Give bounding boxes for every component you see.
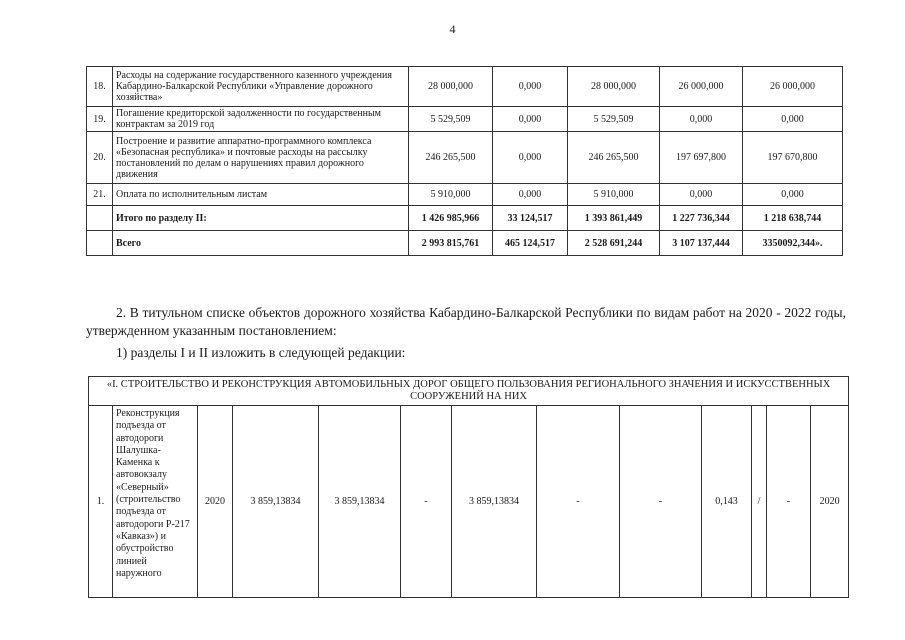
cell-value-4: 197 697,800 — [660, 132, 743, 184]
title-list-table — [88, 376, 849, 598]
cell-length: 0,143 — [702, 406, 752, 598]
row-year: 2020 — [198, 406, 233, 598]
row-number: 19. — [87, 107, 113, 132]
total-row — [87, 206, 843, 231]
cell-value-4: 0,000 — [660, 184, 743, 206]
cell-value-1: 5 529,509 — [409, 107, 493, 132]
row-description: Итого по разделу II: — [113, 206, 409, 231]
row-number: 1. — [89, 406, 113, 598]
cell-value-4: 1 227 736,344 — [660, 206, 743, 231]
row-number: 21. — [87, 184, 113, 206]
cell-value-5: 26 000,000 — [743, 67, 843, 107]
cell-slash: / — [752, 406, 767, 598]
paragraph-amendment: 2. В титульном списке объектов дорожного хозяйства Кабардино-Балкарской Республики по видам работ на 2020 - 2022 годы, утвержденном указанным постановлением: — [86, 305, 846, 338]
paragraph-sections: 1) разделы I и II изложить в следующей редакции: — [116, 345, 406, 360]
row-number — [87, 231, 113, 256]
cell-value-2: 0,000 — [493, 107, 568, 132]
row-description: Построение и развитие аппаратно-программного комплекса «Безопасная республика» и почтовые расходы на рассылку постановлений по делам о нарушениях правил дорожного движения — [113, 132, 409, 184]
cell-value-3: 246 265,500 — [568, 132, 660, 184]
table-row — [87, 67, 843, 107]
cell-value-5: 197 670,800 — [743, 132, 843, 184]
cell-value-3: 5 910,000 — [568, 184, 660, 206]
cell-year-end: 2020 — [811, 406, 849, 598]
table-row — [87, 107, 843, 132]
row-description: Расходы на содержание государственного казенного учреждения Кабардино-Балкарской Республики «Управление дорожного хозяйства» — [113, 67, 409, 107]
cell-amount-2: 3 859,13834 — [319, 406, 401, 598]
cell-value-2: 0,000 — [493, 67, 568, 107]
cell-value-5: 1 218 638,744 — [743, 206, 843, 231]
cell-value-3: 2 528 691,244 — [568, 231, 660, 256]
cell-value-1: 246 265,500 — [409, 132, 493, 184]
cell-value-1: 2 993 815,761 — [409, 231, 493, 256]
cell-value-2: 0,000 — [493, 184, 568, 206]
cell-value-5: 0,000 — [743, 184, 843, 206]
cell-value-4: 3 107 137,444 — [660, 231, 743, 256]
cell-amount-5: - — [537, 406, 620, 598]
cell-amount-3: - — [401, 406, 452, 598]
cell-amount-4: 3 859,13834 — [452, 406, 537, 598]
budget-table — [86, 66, 843, 256]
row-description: Погашение кредиторской задолженности по государственным контрактам за 2019 год — [113, 107, 409, 132]
cell-value-3: 1 393 861,449 — [568, 206, 660, 231]
cell-value-3: 5 529,509 — [568, 107, 660, 132]
section-title: «I. СТРОИТЕЛЬСТВО И РЕКОНСТРУКЦИЯ АВТОМОБИЛЬНЫХ ДОРОГ ОБЩЕГО ПОЛЬЗОВАНИЯ РЕГИОНАЛЬНОГО ЗНАЧЕНИЯ И ИСКУССТВЕННЫХ СООРУЖЕНИЙ НА НИХ — [89, 377, 849, 406]
row-description: Всего — [113, 231, 409, 256]
cell-value-5: 3350092,344». — [743, 231, 843, 256]
cell-value-2: 33 124,517 — [493, 206, 568, 231]
row-number: 20. — [87, 132, 113, 184]
total-row — [87, 231, 843, 256]
row-description: Оплата по исполнительным листам — [113, 184, 409, 206]
table-row — [87, 184, 843, 206]
page-number: 4 — [449, 22, 456, 36]
row-number: 18. — [87, 67, 113, 107]
object-description: Реконструкция подъезда от автодороги Шалушка-Каменка к автовокзалу «Северный» (строительство подъезда от автодороги Р-217 «Кавказ») и обустройство линией наружного — [113, 406, 198, 598]
cell-value-1: 1 426 985,966 — [409, 206, 493, 231]
cell-value-1: 28 000,000 — [409, 67, 493, 107]
cell-amount-1: 3 859,13834 — [233, 406, 319, 598]
cell-dash: - — [767, 406, 811, 598]
cell-value-5: 0,000 — [743, 107, 843, 132]
cell-value-2: 465 124,517 — [493, 231, 568, 256]
cell-amount-6: - — [620, 406, 702, 598]
cell-value-4: 26 000,000 — [660, 67, 743, 107]
row-number — [87, 206, 113, 231]
cell-value-1: 5 910,000 — [409, 184, 493, 206]
table-row — [87, 132, 843, 184]
cell-value-4: 0,000 — [660, 107, 743, 132]
cell-value-3: 28 000,000 — [568, 67, 660, 107]
cell-value-2: 0,000 — [493, 132, 568, 184]
